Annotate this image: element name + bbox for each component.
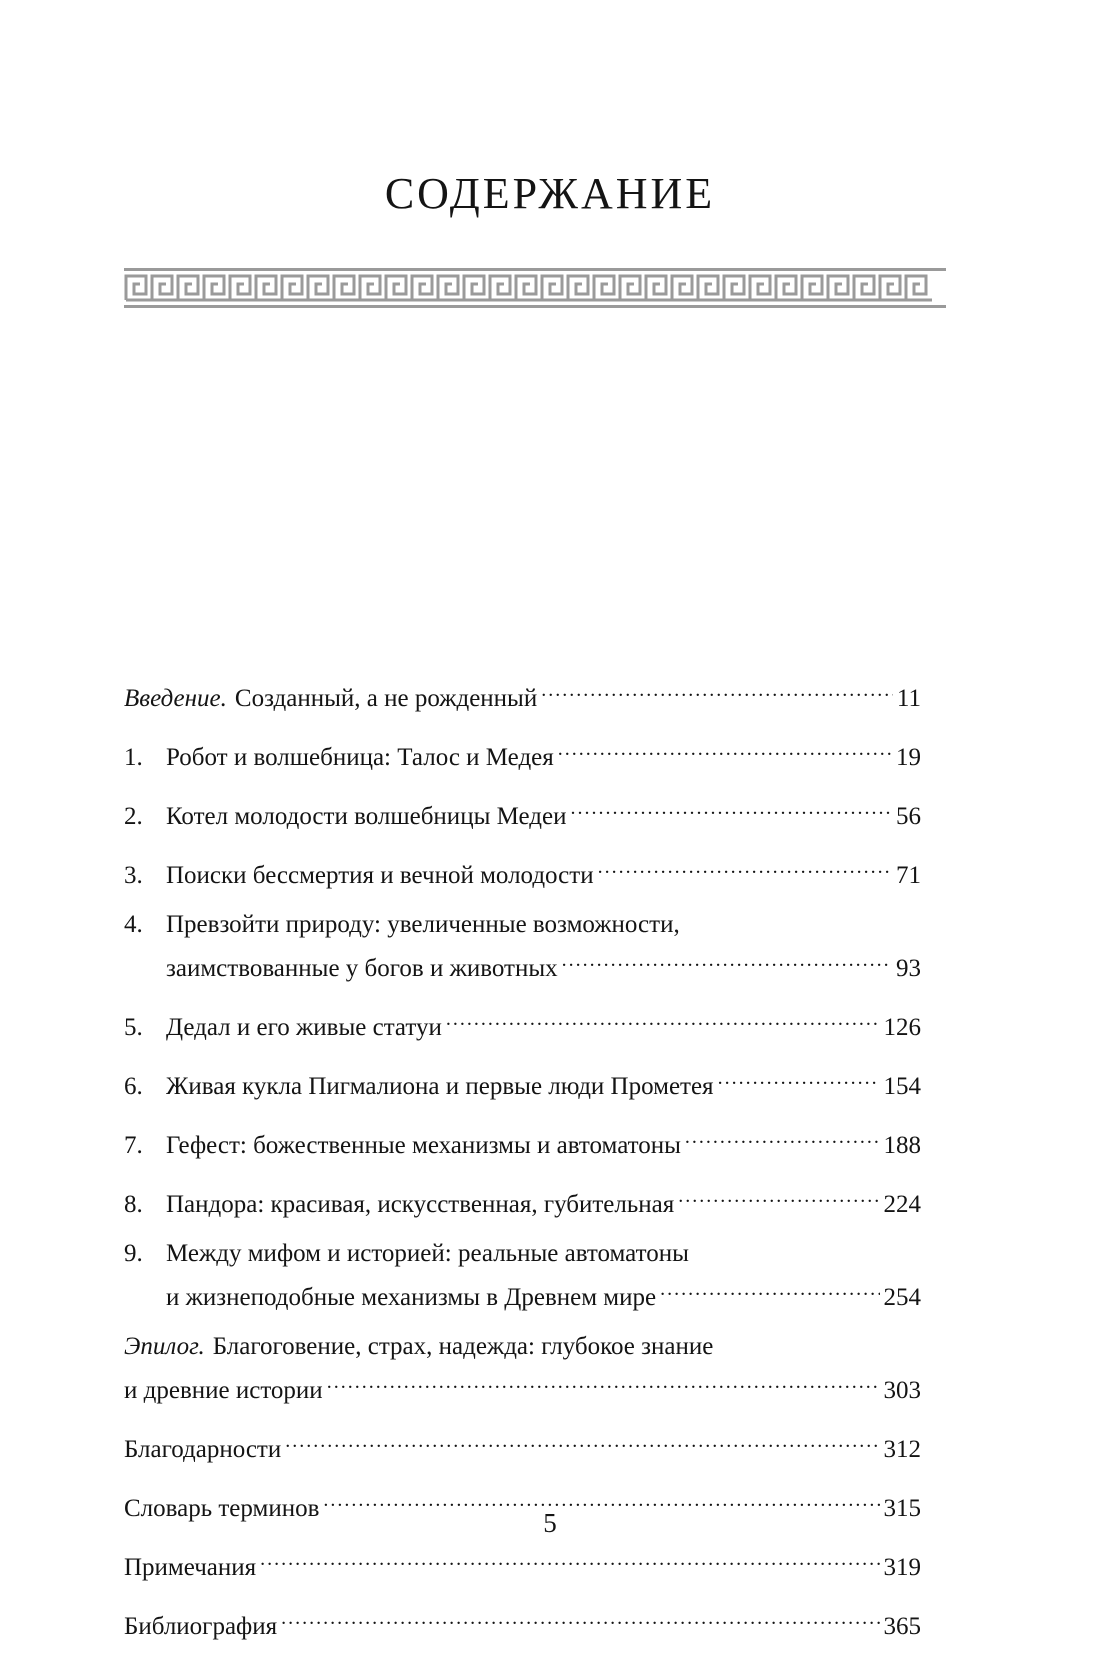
entry-title: Живая кукла Пигмалиона и первые люди Прометея [166,1073,714,1100]
meander-segment [152,276,172,300]
meander-segment [178,276,198,300]
entry-page-number: 93 [896,955,921,982]
dot-leader [260,1541,879,1575]
meander-segment [854,276,874,300]
meander-segment [126,276,146,300]
chapter-number: 4. [124,911,143,938]
entry-page-number: 315 [883,1495,921,1522]
entry-page-number: 188 [883,1132,921,1159]
meander-segment [438,276,458,300]
greek-key-ornament [124,268,946,308]
chapter-number: 8. [124,1191,143,1218]
toc-entry [124,1330,921,1408]
toc-entry [124,1423,921,1467]
dot-leader [678,1178,879,1212]
dot-leader [541,672,893,706]
meander-segment [750,276,770,300]
meander-segment [360,276,380,300]
dot-leader [598,849,892,883]
entry-page-number: 126 [883,1014,921,1041]
dot-leader [685,1119,880,1153]
meander-segment [230,276,250,300]
meander-segment [542,276,562,300]
meander-segment [646,276,666,300]
entry-title: Созданный, а не рожденный [234,685,538,712]
meander-segment [334,276,354,300]
meander-segment [516,276,536,300]
entry-title: Котел молодости волшебницы Медеи [166,803,567,830]
entry-page-number: 11 [896,685,921,712]
dot-leader [281,1600,879,1634]
meander-segment [282,276,302,300]
meander-segment [594,276,614,300]
meander-segment [776,276,796,300]
entry-title: Дедал и его живые статуи [166,1014,442,1041]
entry-title: и жизнеподобные механизмы в Древнем мире [166,1284,657,1311]
dot-leader [562,942,892,976]
toc-entry [124,849,921,893]
entry-title: Гефест: божественные механизмы и автоматоны [166,1132,681,1159]
chapter-number: 7. [124,1132,143,1159]
entry-title: Благодарности [124,1436,282,1463]
meander-segment [568,276,588,300]
meander-segment [828,276,848,300]
entry-title: Поиски бессмертия и вечной молодости [166,862,594,889]
entry-title: и древние истории [124,1377,323,1404]
meander-segment [880,276,900,300]
entry-title: Превзойти природу: увеличенные возможности, [166,911,680,938]
meander-segment [204,276,224,300]
toc-entry [124,731,921,775]
toc-entry [124,1178,921,1222]
meander-segment [906,276,926,300]
entry-lead: Введение. [124,685,227,712]
chapter-number: 5. [124,1014,143,1041]
dot-leader [558,731,892,765]
entry-title: Словарь терминов [124,1495,320,1522]
toc-entry [124,908,921,986]
entry-page-number: 254 [883,1284,921,1311]
entry-title: Пандора: красивая, искусственная, губительная [166,1191,675,1218]
entry-title: Библиография [124,1613,278,1640]
toc-entry [124,1060,921,1104]
entry-page-number: 56 [896,803,921,830]
toc-entry [124,1600,921,1644]
dot-leader [660,1271,879,1305]
entry-page-number: 312 [883,1436,921,1463]
chapter-number: 3. [124,862,143,889]
dot-leader [446,1001,880,1035]
toc-entry [124,1001,921,1045]
toc-entry [124,1119,921,1163]
page-number: 5 [543,1508,557,1538]
toc-entry [124,1541,921,1585]
entry-page-number: 19 [896,744,921,771]
meander-segment [724,276,744,300]
entry-title: заимствованные у богов и животных [166,955,558,982]
meander-segment [802,276,822,300]
meander-segment [672,276,692,300]
dot-leader [570,790,892,824]
page-title: СОДЕРЖАНИЕ [384,169,716,218]
entry-page-number: 154 [883,1073,921,1100]
meander-segment [256,276,276,300]
entry-title: Благоговение, страх, надежда: глубокое знание [212,1333,714,1360]
entry-page-number: 303 [883,1377,921,1404]
dot-leader [718,1060,880,1094]
meander-segment [412,276,432,300]
entry-page-number: 71 [896,862,921,889]
meander-segment [464,276,484,300]
dot-leader [285,1423,879,1457]
chapter-number: 1. [124,744,143,771]
entry-lead: Эпилог. [124,1333,205,1360]
entry-page-number: 365 [883,1613,921,1640]
meander-segment [698,276,718,300]
chapter-number: 6. [124,1073,143,1100]
entry-title: Примечания [124,1554,257,1581]
toc-entry [124,672,921,716]
dot-leader [327,1364,880,1398]
entry-title: Робот и волшебница: Талос и Медея [166,744,554,771]
meander-segment [490,276,510,300]
meander-segment [308,276,328,300]
chapter-number: 9. [124,1240,143,1267]
toc-entry [124,1237,921,1315]
meander-segment [386,276,406,300]
entry-page-number: 319 [883,1554,921,1581]
entry-page-number: 224 [883,1191,921,1218]
toc-entry [124,790,921,834]
meander-segment [620,276,640,300]
chapter-number: 2. [124,803,143,830]
entry-title: Между мифом и историей: реальные автоматоны [166,1240,689,1267]
